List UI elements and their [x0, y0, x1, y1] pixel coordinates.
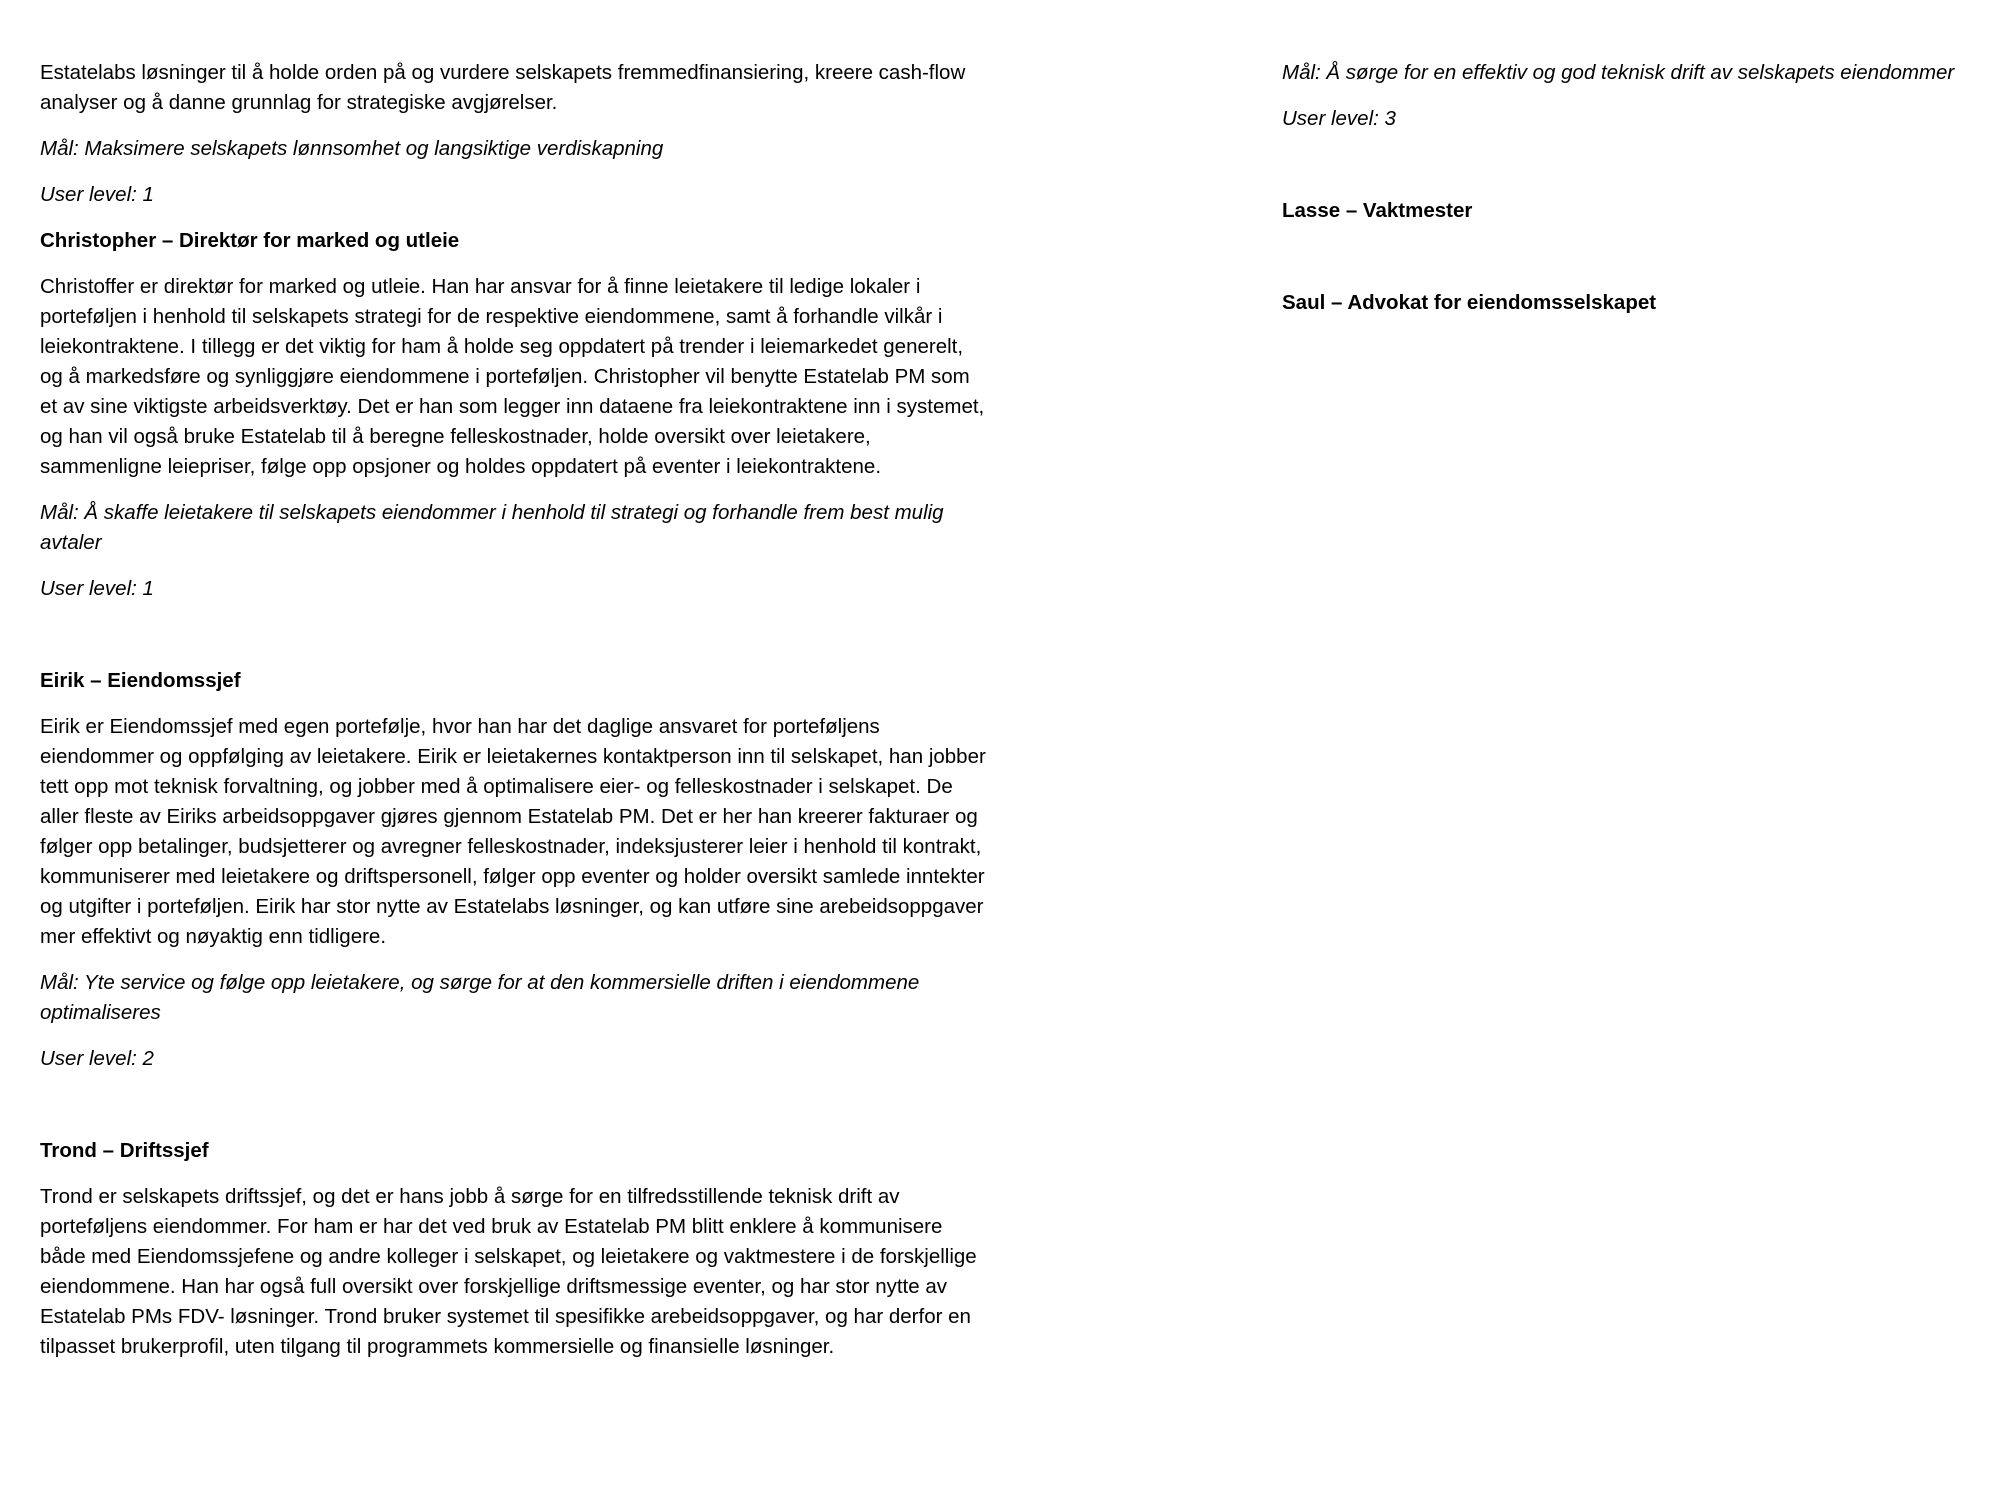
christopher-heading: Christopher – Direktør for marked og utleie	[40, 229, 460, 252]
eirik-user-level: User level: 2	[40, 1047, 154, 1070]
christopher-goal: Mål: Å skaffe leietakere til selskapets eiendommer i henhold til strategi og forhandle frem best mulig avtaler	[40, 501, 944, 554]
trond-body: Trond er selskapets driftssjef, og det er hans jobb å sørge for en tilfredsstillende teknisk drift av porteføljens eiendommer. For ham er har det ved bruk av Estatelab PM blitt enklere å kommunisere både med Eiendomssjefene og andre kolleger i selskapet, og leietakere og vaktmestere i de forskjellige eiendommene. Han har også full oversikt over forskjellige driftsmessige eventer, og har stor nytte av Estatelab PMs FDV- løsninger. Trond bruker systemet til spesifikke arebeidsoppgaver, og har derfor en tilpasset brukerprofil, uten tilgang til programmets kommersielle og finansielle løsninger.	[40, 1185, 977, 1358]
intro-user-level: User level: 1	[40, 183, 154, 206]
intro-goal: Mål: Maksimere selskapets lønnsomhet og langsiktige verdiskapning	[40, 137, 664, 160]
lasse-heading: Lasse – Vaktmester	[1282, 199, 1473, 222]
section-spacer	[1282, 150, 2002, 196]
trond-goal: Mål: Å sørge for en effektiv og god teknisk drift av selskapets eiendommer	[1282, 61, 1955, 84]
trond-user-level: User level: 3	[1282, 107, 1396, 130]
eirik-body: Eirik er Eiendomssjef med egen portefølje, hvor han har det daglige ansvaret for porteføljens eiendommer og oppfølging av leietakere. Eirik er leietakernes kontaktperson inn til selskapet, han jobber tett opp mot teknisk forvaltning, og jobber med å optimalisere eier- og felleskostnader i selskapet. De aller fleste av Eiriks arbeidsoppgaver gjøres gjennom Estatelab PM. Det er her han kreerer fakturaer og følger opp betalinger, budsjetterer og avregner felleskostnader, indeksjusterer leier i henhold til kontrakt, kommuniserer med leietakere og driftspersonell, følger opp eventer og holder oversikt samlede inntekter og utgifter i porteføljen. Eirik har stor nytte av Estatelabs løsninger, og kan utføre sine arebeidsoppgaver mer effektivt og nøyaktig enn tidligere.	[40, 715, 986, 948]
section-spacer	[40, 620, 990, 666]
eirik-heading: Eirik – Eiendomssjef	[40, 669, 241, 692]
saul-heading: Saul – Advokat for eiendomsselskapet	[1282, 291, 1657, 314]
section-spacer	[1282, 242, 2002, 288]
intro-text: Estatelabs løsninger til å holde orden på og vurdere selskapets fremmedfinansiering, kreere cash-flow analyser og å danne grunnlag for strategiske avgjørelser.	[40, 61, 966, 114]
left-column	[40, 58, 990, 1378]
christopher-user-level: User level: 1	[40, 577, 154, 600]
eirik-goal: Mål: Yte service og følge opp leietakere, og sørge for at den kommersielle driften i eiendommene optimaliseres	[40, 971, 920, 1024]
trond-heading: Trond – Driftssjef	[40, 1139, 209, 1162]
christopher-body: Christoffer er direktør for marked og utleie. Han har ansvar for å finne leietakere til ledige lokaler i porteføljen i henhold til selskapets strategi for de respektive eiendommene, samt å forhandle vilkår i leiekontraktene. I tillegg er det viktig for ham å holde seg oppdatert på trender i leiemarkedet generelt, og å markedsføre og synliggjøre eiendommene i porteføljen. Christopher vil benytte Estatelab PM som et av sine viktigste arbeidsverktøy. Det er han som legger inn dataene fra leiekontraktene inn i systemet, og han vil også bruke Estatelab til å beregne felleskostnader, holde oversikt over leietakere, sammenligne leiepriser, følge opp opsjoner og holdes oppdatert på eventer i leiekontraktene.	[40, 275, 985, 478]
right-column	[1282, 58, 2002, 334]
section-spacer	[40, 1090, 990, 1136]
